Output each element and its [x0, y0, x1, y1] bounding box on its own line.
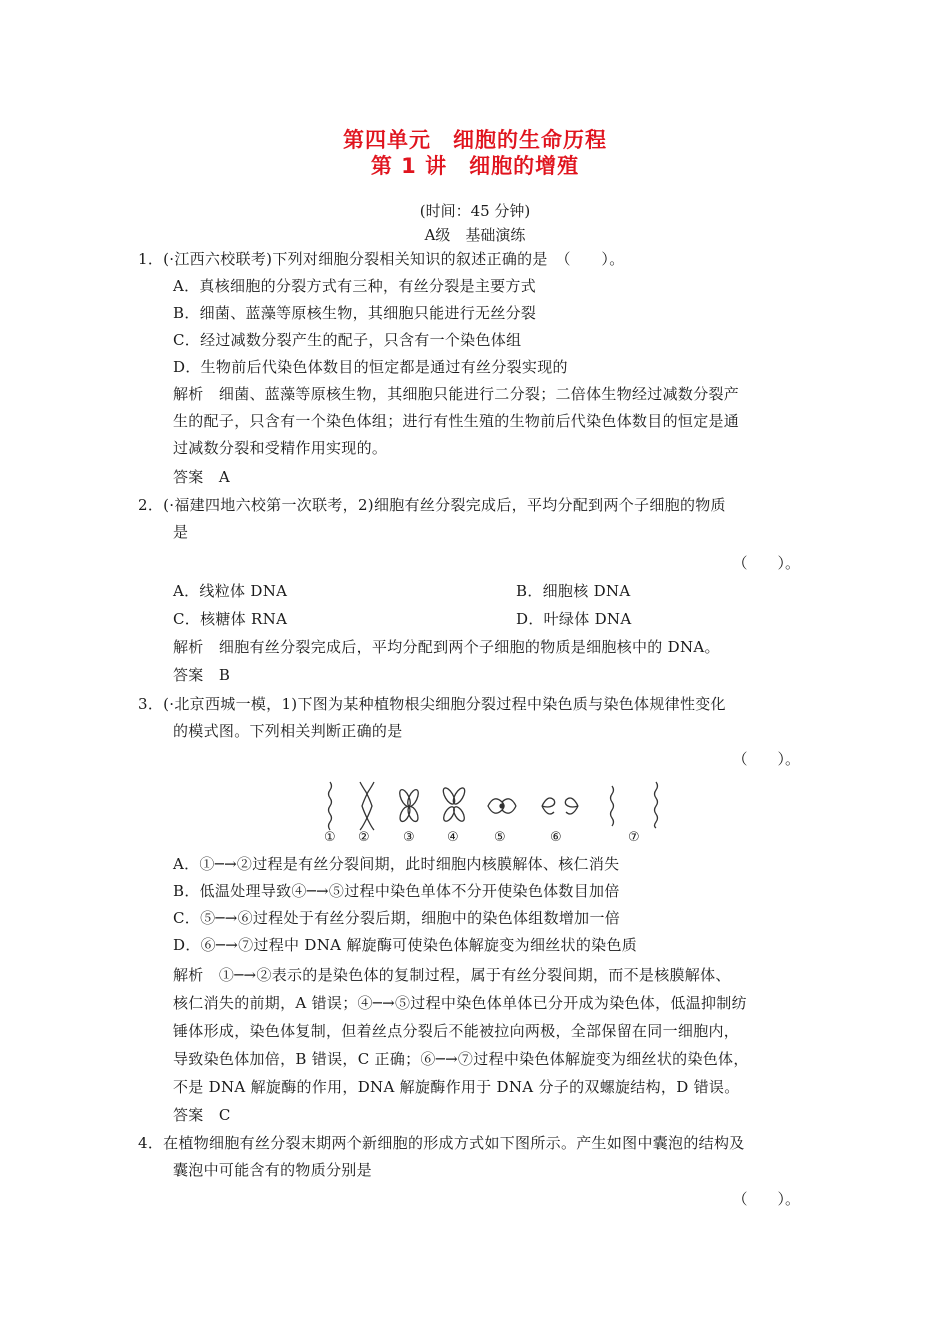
- q2-answer-blank: （ ）。: [732, 554, 800, 572]
- q3-analysis-line3: 锤体形成，染色体复制，但着丝点分裂后不能被拉向两极，全部保留在同一细胞内，: [173, 1022, 740, 1040]
- q3-analysis-line4: 导致染色体加倍，B 错误，C 正确；⑥─→⑦过程中染色体解旋变为细丝状的染色体，: [173, 1050, 749, 1068]
- q3-answer-blank: （ ）。: [732, 750, 800, 768]
- q2-stem-line2: 是: [173, 523, 189, 541]
- q2-option-c: C．核糖体 RNA: [173, 610, 288, 628]
- replicated-chromatin-2: [360, 782, 374, 830]
- q1-answer: 答案 A: [173, 468, 231, 486]
- q4-stem-line2: 囊泡中可能含有的物质分别是: [173, 1161, 372, 1179]
- lesson-title: 第 1 讲 细胞的增殖: [370, 154, 580, 178]
- q1-option-a: A．真核细胞的分裂方式有三种，有丝分裂是主要方式: [173, 277, 537, 295]
- q2-stem-line1: 2．(·福建四地六校第一次联考，2)细胞有丝分裂完成后，平均分配到两个子细胞的物质: [138, 496, 726, 514]
- q3-option-a: A．①─→②过程是有丝分裂间期，此时细胞内核膜解体、核仁消失: [173, 855, 620, 873]
- q1-analysis-line1: 解析 细菌、蓝藻等原核生物，其细胞只能进行二分裂；二倍体生物经过减数分裂产: [173, 385, 740, 403]
- time-note: (时间：45 分钟): [419, 202, 531, 220]
- q1-option-c: C．经过减数分裂产生的配子，只含有一个染色体组: [173, 331, 522, 349]
- q3-option-d: D．⑥─→⑦过程中 DNA 解旋酶可使染色体解旋变为细丝状的染色质: [173, 936, 638, 954]
- q1-option-b: B．细菌、蓝藻等原核生物，其细胞只能进行无丝分裂: [173, 304, 537, 322]
- q2-answer: 答案 B: [173, 666, 231, 684]
- figure-label-1: ①: [324, 830, 336, 845]
- q3-stem-line1: 3．(·北京西城一模，1)下图为某种植物根尖细胞分裂过程中染色质与染色体规律性变化: [138, 695, 726, 713]
- chromatin-thread-1: [329, 782, 332, 830]
- figure-label-7: ⑦: [628, 830, 640, 845]
- figure-label-6: ⑥: [550, 830, 562, 845]
- q3-analysis-line1: 解析 ①─→②表示的是染色体的复制过程，属于有丝分裂间期，而不是核膜解体、: [173, 966, 731, 984]
- q4-answer-blank: （ ）。: [732, 1190, 800, 1208]
- q3-option-c: C．⑤─→⑥过程处于有丝分裂后期，细胞中的染色体组数增加一倍: [173, 909, 621, 927]
- q2-option-d: D．叶绿体 DNA: [516, 610, 632, 628]
- q2-option-a: A．线粒体 DNA: [173, 582, 288, 600]
- q3-option-b: B．低温处理导致④─→⑤过程中染色单体不分开使染色体数目加倍: [173, 882, 620, 900]
- figure-label-4: ④: [447, 830, 459, 845]
- chromosome-5: [488, 799, 516, 813]
- q2-analysis: 解析 细胞有丝分裂完成后，平均分配到两个子细胞的物质是细胞核中的 DNA。: [173, 638, 720, 656]
- q4-stem-line1: 4．在植物细胞有丝分裂末期两个新细胞的形成方式如下图所示。产生如图中囊泡的结构及: [138, 1134, 745, 1152]
- q3-analysis-line5: 不是 DNA 解旋酶的作用，DNA 解旋酶作用于 DNA 分子的双螺旋结构，D 错误。: [173, 1078, 740, 1096]
- q3-stem-line2: 的模式图。下列相关判断正确的是: [173, 722, 403, 740]
- chromosome-3: [398, 788, 421, 823]
- level-heading: A级 基础演练: [424, 226, 526, 244]
- figure-label-3: ③: [403, 830, 415, 845]
- chromosome-4: [441, 786, 467, 823]
- q3-analysis-line2: 核仁消失的前期，A 错误；④─→⑤过程中染色体单体已分开成为染色体，低温抑制纺: [173, 994, 747, 1012]
- q3-answer: 答案 C: [173, 1106, 231, 1124]
- chromatin-thread-7: [611, 782, 658, 828]
- figure-label-2: ②: [358, 830, 370, 845]
- q1-analysis-line2: 生的配子，只含有一个染色体组；进行有性生殖的生物前后代染色体数目的恒定是通: [173, 412, 740, 430]
- q1-option-d: D．生物前后代染色体数目的恒定都是通过有丝分裂实现的: [173, 358, 568, 376]
- chromosome-6: [542, 798, 578, 814]
- figure-label-5: ⑤: [494, 830, 506, 845]
- q2-option-b: B．细胞核 DNA: [516, 582, 631, 600]
- unit-title: 第四单元 细胞的生命历程: [343, 128, 607, 152]
- q1-stem: 1．(·江西六校联考)下列对细胞分裂相关知识的叙述正确的是 （ ）。: [138, 250, 625, 268]
- q1-analysis-line3: 过减数分裂和受精作用实现的。: [173, 439, 388, 457]
